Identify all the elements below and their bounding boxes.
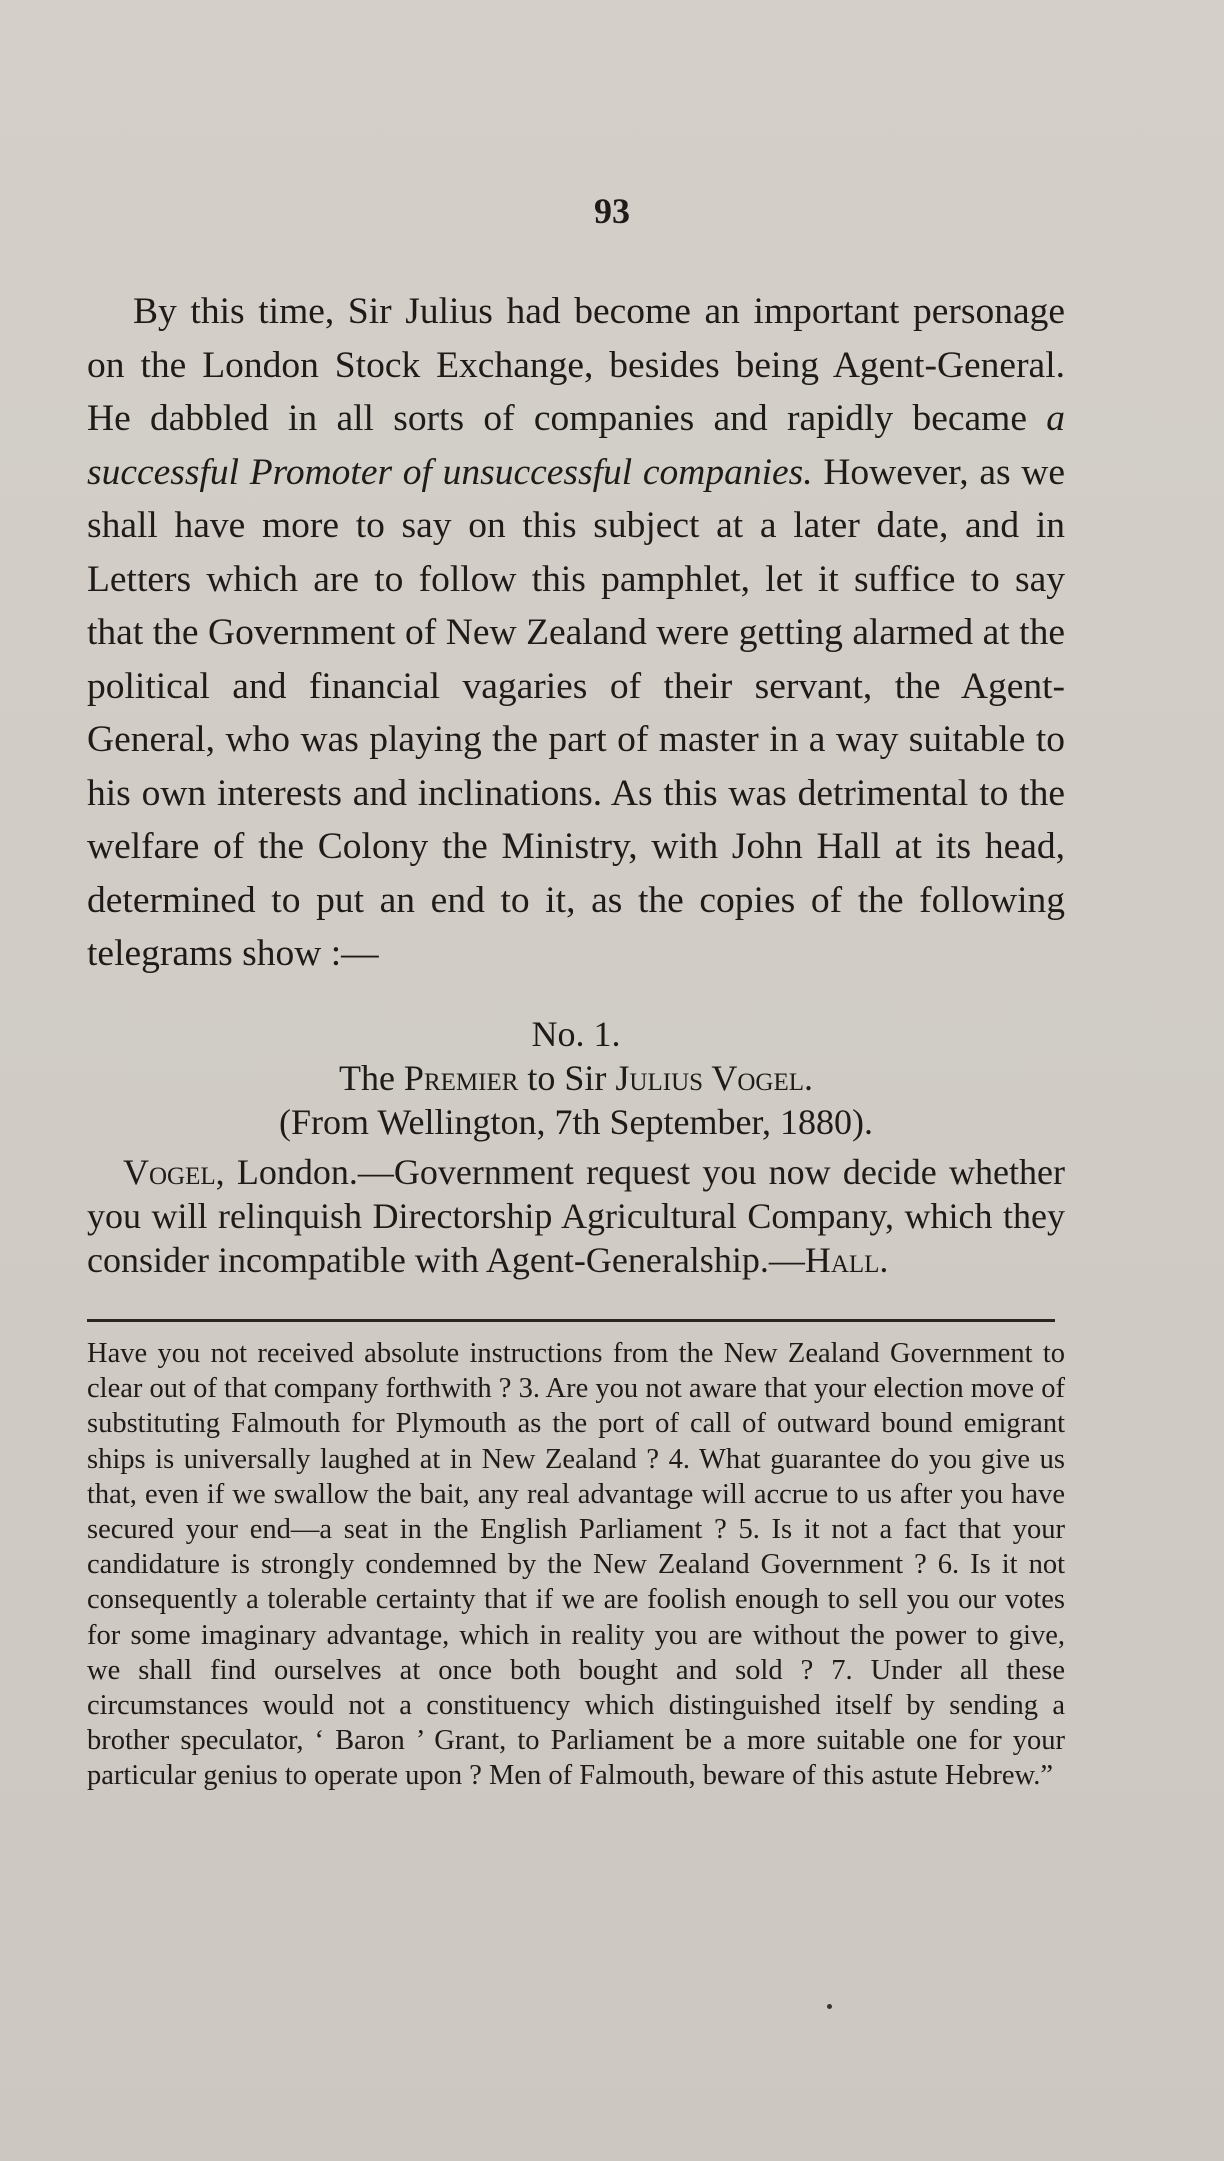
paragraph-text-start: By this time, Sir Julius had become an important personage on the London Stock Exchange, besides being Agent-General. He dabbled in all sorts of companies and rapidly became: [87, 291, 1065, 439]
telegram-signature: Hall.: [804, 1240, 889, 1280]
footnote-paragraph: [87, 1336, 1065, 1794]
footnote-divider: [87, 1319, 1055, 1322]
footnote-text: Have you not received absolute instructions from the New Zealand Government to clear out of that company forthwith ? 3. Are you not aware that your election move of substituting Falmouth for Plymouth as the port of call of outward bound emigrant ships is universally laughed at in New Zealand ? 4. What guarantee do you give us that, even if we swallow the bait, any real advantage will accrue to us after you have secured your end—a seat in the English Parliament ? 5. Is it not a fact that your candidature is strongly condemned by the New Zealand Government ? 6. Is it not consequently a tolerable certainty that if we are foolish enough to sell you our votes for some imaginary advantage, which in reality you are without the power to give, we shall find ourselves at once both bought and: [87, 1338, 1065, 1686]
telegram-heading-name: Julius Vogel.: [615, 1058, 814, 1098]
telegram-origin: (From Wellington, 7th September, 1880).: [279, 1102, 873, 1142]
page-number: 93: [594, 191, 630, 231]
paper-speck: [827, 2004, 832, 2009]
telegram-message: [87, 1150, 1065, 1282]
telegram-message-text: London.—Government request you now decide whether you will relinquish Directorship Agricultural Company, which they consider incompatible with Agent-Generalship.—: [87, 1152, 1065, 1280]
telegram-heading-prefix: The: [338, 1058, 404, 1098]
footnote: [87, 1336, 1065, 1794]
telegram-block: [87, 1012, 1065, 1282]
telegram-number: No. 1.: [531, 1014, 621, 1054]
paragraph: [87, 285, 1065, 981]
telegram-heading-middle: to Sir: [518, 1058, 616, 1098]
main-paragraph: [87, 285, 1065, 981]
paragraph-text-end: However, as we shall have more to say on this subject at a later date, and in Letters which are to follow this pamphlet, let it suffice to say that the Government of New Zealand were getting alarmed at the political and financial vagaries of their servant, the Agent-General, who was playing the part of master in a way suitable to his own interests and inclinations. As this was detrimental to the welfare of the Colony the Ministry, with John Hall at its head, determined to put an end to it, as the copies of the following telegrams show :—: [87, 451, 1066, 974]
footnote-italic: sold ?: [735, 1654, 814, 1686]
footnote-text-end: 7. Under all these circumstances would not a constituency which distinguished itself by sending a brother speculator, ‘ Baron ’ Grant, to Parliament be a more suitable one for your particular genius to operate upon ? Men of Falmouth, beware of this astute Hebrew.”: [87, 1654, 1065, 1792]
paragraph-italic-phrase: a successful Promoter of unsuccessful companies.: [87, 398, 1065, 493]
telegram-addressee: Vogel,: [123, 1152, 225, 1192]
telegram-heading-premier: Premier: [403, 1058, 519, 1098]
telegram-heading: [87, 1056, 1065, 1100]
